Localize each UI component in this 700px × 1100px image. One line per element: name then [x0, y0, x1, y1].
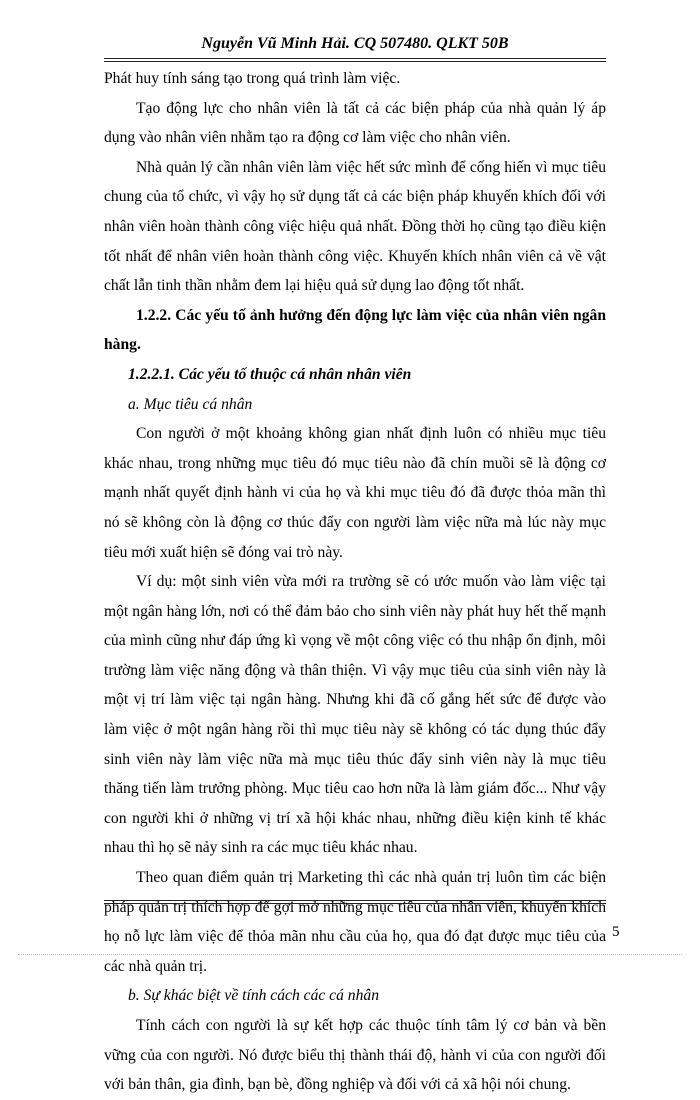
paragraph: Con người ở một khoảng không gian nhất định luôn có nhiều mục tiêu khác nhau, trong những mục tiêu đó mục tiêu nào đã chín muồi sẽ là động cơ mạnh nhất quyết định hành vi của họ và khi mục tiêu đó đã được thỏa mãn thì nó sẽ không còn là động cơ thúc đẩy con người làm việc nữa mà lúc này mục tiêu mới xuất hiện sẽ đóng vai trò này.	[104, 425, 606, 561]
paragraph: Theo quan điểm quản trị Marketing thì các nhà quản trị luôn tìm các biện pháp quản trị thích hợp để gợi mở những mục tiêu của nhân viên, khuyến khích họ nỗ lực làm việc để thỏa mãn nhu cầu của họ, qua đó đạt được mục tiêu của các nhà quản trị.	[104, 869, 606, 975]
page-number: 5	[612, 924, 620, 940]
header-rule	[104, 58, 606, 59]
paragraph: Phát huy tính sáng tạo trong quá trình làm việc.	[104, 70, 401, 87]
paragraph: Nhà quản lý cần nhân viên làm việc hết sức mình để cống hiến vì mục tiêu chung của tổ chức, vì vậy họ sử dụng tất cả các biện pháp khuyến khích đối với nhân viên hoàn thành công việc hiệu quả nhất. Đồng thời họ cũng tạo điều kiện tốt nhất để nhân viên hoàn thành công việc. Khuyến khích nhân viên cả về vật chất lẫn tinh thần nhằm đem lại hiệu quả sử dụng lao động tốt nhất.	[104, 158, 606, 295]
footer-rule	[104, 900, 606, 901]
paragraph: Tạo động lực cho nhân viên là tất cả các biện pháp của nhà quản lý áp dụng vào nhân viên nhằm tạo ra động cơ làm việc cho nhân viên.	[104, 99, 606, 147]
item-heading: a. Mục tiêu cá nhân	[128, 395, 253, 413]
footer-rule-double	[104, 903, 606, 904]
page-header: Nguyễn Vũ Minh Hải. CQ 507480. QLKT 50B	[201, 35, 509, 52]
section-heading: 1.2.2. Các yếu tố ảnh hưởng đến động lực làm việc của nhân viên ngân hàng.	[104, 306, 606, 354]
item-heading: b. Sự khác biệt về tính cách các cá nhân	[128, 987, 379, 1005]
body-text	[104, 64, 606, 1100]
header-rule-double	[104, 61, 606, 62]
paragraph: Ví dụ: một sinh viên vừa mới ra trường sẽ có ước muốn vào làm việc tại một ngân hàng lớn, nơi có thể đảm bảo cho sinh viên này phát huy hết thế mạnh của mình cũng như đáp ứng kì vọng về một công việc có thu nhập ổn định, môi trường làm việc năng động và thân thiện. Vì vậy mục tiêu của sinh viên này là một vị trí làm việc tại ngân hàng. Nhưng khi đã cố gắng hết sức để được vào làm việc ở một ngân hàng rồi thì mục tiêu này sẽ không có tác dụng thúc đẩy sinh viên này làm việc nữa mà mục tiêu thúc đẩy sinh viên này là mục tiêu thăng tiến làm trưởng phòng. Mục tiêu cao hơn nữa là làm giám đốc... Như vậy con người khi ở những vị trí xã hội khác nhau, những điều kiện kinh tế khác nhau thì họ sẽ nảy sinh ra các mục tiêu khác nhau.	[104, 573, 606, 857]
page-break-divider	[18, 954, 682, 955]
subsection-heading: 1.2.2.1. Các yếu tố thuộc cá nhân nhân viên	[128, 365, 412, 383]
paragraph: Tính cách con người là sự kết hợp các thuộc tính tâm lý cơ bản và bền vững của con người. Nó được biểu thị thành thái độ, hành vi của con người đối với bản thân, gia đình, bạn bè, đồng nghiệp và đối với cả xã hội nói chung.	[104, 1017, 606, 1094]
